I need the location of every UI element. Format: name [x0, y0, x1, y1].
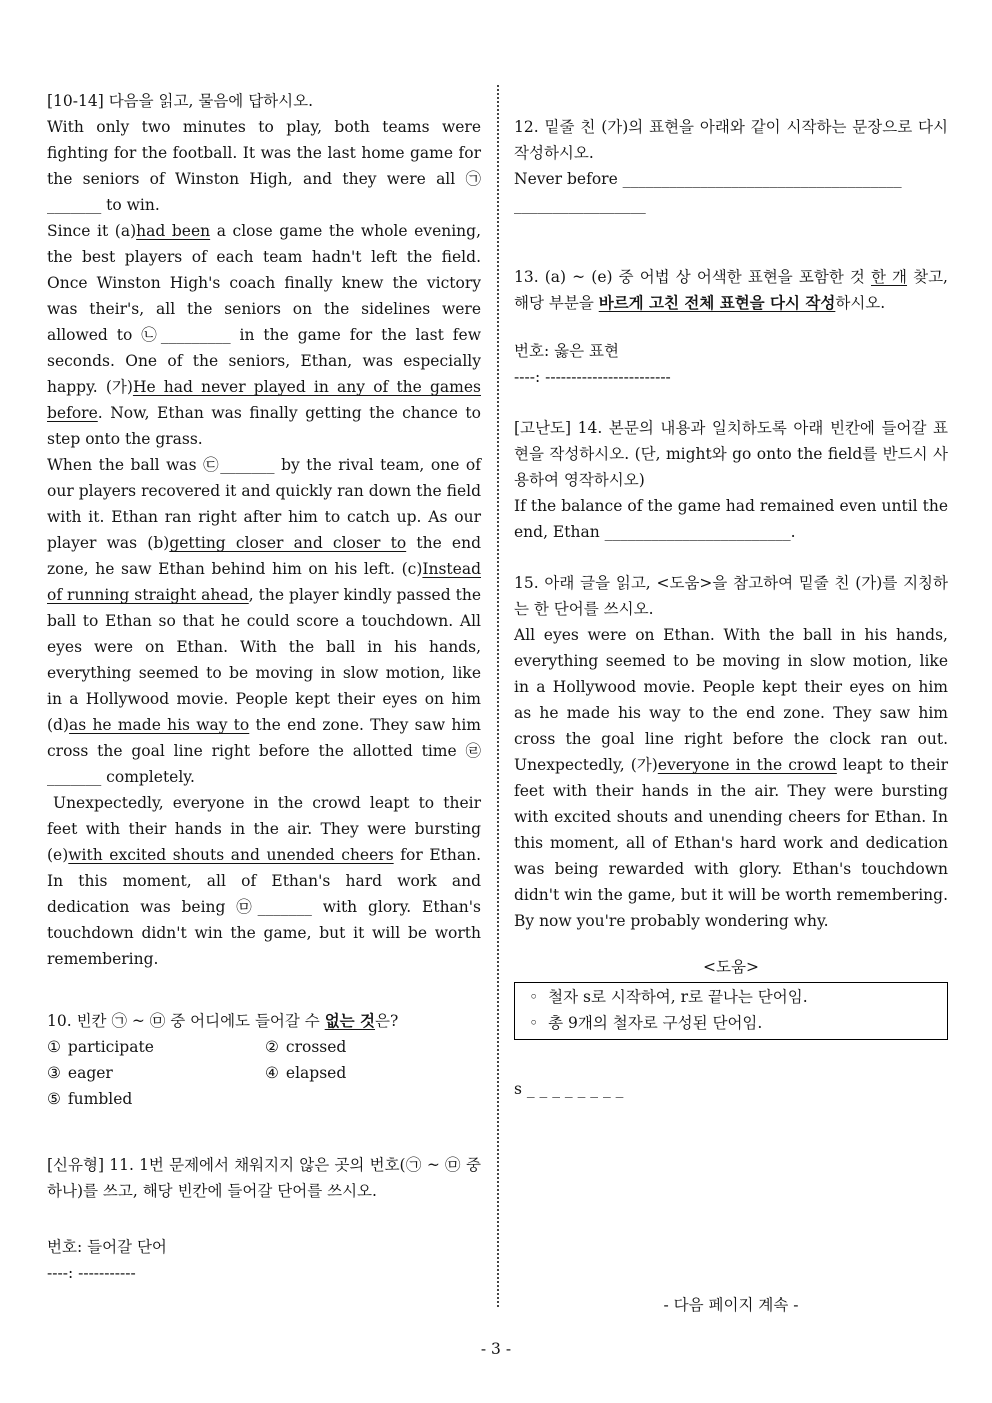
choice-4 — [265, 1060, 481, 1086]
help-item-1-text: 철자 s로 시작하여, r로 끝나는 단어임. — [548, 988, 808, 1006]
continue-next-page-note: - 다음 페이지 계속 - — [663, 1296, 799, 1314]
bullet-icon: ◦ — [529, 1014, 539, 1032]
choice-1 — [47, 1034, 265, 1060]
question-10-choices — [47, 1034, 481, 1112]
choice-4-marker: ④ — [265, 1064, 279, 1082]
question-12-answer-line-2: _________________ — [514, 196, 646, 214]
question-10-stem: 10. 빈칸 ㉠ ~ ㉤ 중 어디에도 들어갈 수 없는 것은? — [47, 1011, 399, 1030]
question-10 — [47, 1008, 481, 1112]
question-11-answer-line: ----: ----------- — [47, 1264, 136, 1282]
choice-5-label: fumbled — [67, 1090, 133, 1108]
bullet-icon: ◦ — [529, 988, 539, 1006]
question-13-stem: 13. (a) ~ (e) 중 어법 상 어색한 표현을 포함한 것 한 개 찾고, 해당 부분을 바르게 고친 전체 표현을 다시 작성하시오. — [514, 268, 948, 312]
question-15-stem: 15. 아래 글을 읽고, <도움>을 참고하여 밑줄 친 (가)를 지칭하는 한 단어를 쓰시오. — [514, 574, 948, 618]
choice-4-label: elapsed — [285, 1064, 347, 1082]
question-12-answer-line-1: Never before ____________________________________ — [514, 170, 902, 188]
help-item-2 — [523, 1010, 939, 1036]
help-item-2-text: 총 9개의 철자로 구성된 단어임. — [548, 1014, 763, 1032]
question-13-answer-block — [514, 338, 948, 390]
choice-5-marker: ⑤ — [47, 1090, 61, 1108]
question-14 — [514, 415, 948, 545]
question-13-answer-label: 번호: 옳은 표현 — [514, 342, 619, 360]
question-13-answer-line: ----: ------------------------ — [514, 368, 671, 386]
right-column — [514, 88, 948, 1102]
question-11-answer-block — [47, 1234, 481, 1286]
choice-5 — [47, 1086, 265, 1112]
passage-paragraph-3: When the ball was ㉢_______ by the rival team, one of our players recovered it and quickly ran down the field with it. Ethan ran right after him to catch up. As our player was (b)getting closer and closer to the end zone, he saw Ethan behind him on his left. (c)Instead of running straight ahead, the player kindly passed the ball to Ethan so that he could score a touchdown. All eyes were on Ethan. With the ball in his hands, everything seemed to be moving in slow motion, like in a Hollywood movie. People kept their eyes on him (d)as he made his way to the end zone. They saw him cross the goal line right before the allotted time ㉣_______ completely. — [47, 456, 481, 786]
passage-set-header: [10-14] 다음을 읽고, 물음에 답하시오. — [47, 92, 314, 110]
choice-3-marker: ③ — [47, 1064, 61, 1082]
question-11-answer-label: 번호: 들어갈 단어 — [47, 1238, 167, 1256]
question-14-fill-sentence: If the balance of the game had remained even until the end, Ethan ________________________. — [514, 497, 948, 541]
choice-2-marker: ② — [265, 1038, 279, 1056]
choice-1-label: participate — [67, 1038, 154, 1056]
choice-2 — [265, 1034, 481, 1060]
question-14-stem: [고난도] 14. 본문의 내용과 일치하도록 아래 빈칸에 들어갈 표현을 작성하시오. (단, might와 go onto the field를 반드시 사용하여 영작하시오) — [514, 419, 948, 489]
choice-1-marker: ① — [47, 1038, 61, 1056]
passage-paragraph-4: Unexpectedly, everyone in the crowd leapt to their feet with their hands in the air. They were bursting (e)with excited shouts and unended cheers for Ethan. In this moment, all of Ethan's hard work and dedication was being ㉤_______ with glory. Ethan's touchdown didn't win the game, but it will be worth remembering. — [47, 794, 481, 968]
passage-paragraph-2: Since it (a)had been a close game the whole evening, the best players of each team hadn't left the field. Once Winston High's coach finally knew the victory was their's, all the seniors on the sidelines were allowed to ㉡_________ in the game for the last few seconds. One of the seniors, Ethan, was especially happy. (가)He had never played in any of the games before. Now, Ethan was finally getting the chance to step onto the grass. — [47, 222, 482, 448]
question-15-passage: All eyes were on Ethan. With the ball in his hands, everything seemed to be moving in slow motion, like in a Hollywood movie. People kept their eyes on him as he made his way to the end zone. They saw him cross the goal line right before the clock ran out. Unexpectedly, (가)everyone in the crowd leapt to their feet with their hands in the air. They were bursting with excited shouts and unending cheers for Ethan. In this moment, all of Ethan's hard work and dedication was being rewarded with glory. Ethan's touchdown didn't win the game, but it will be worth remembering. By now you're probably wondering why. — [514, 626, 948, 930]
question-15-answer-hint: s _ _ _ _ _ _ _ _ — [514, 1080, 624, 1098]
question-11-stem: [신유형] 11. 1번 문제에서 채워지지 않은 곳의 번호(㉠ ~ ㉤ 중 하나)를 쓰고, 해당 빈칸에 들어갈 단어를 쓰시오. — [47, 1156, 481, 1200]
help-item-1 — [523, 984, 939, 1010]
question-12 — [514, 114, 948, 218]
question-13 — [514, 264, 948, 390]
question-11 — [47, 1152, 481, 1286]
choice-3-label: eager — [67, 1064, 113, 1082]
column-divider — [497, 85, 499, 1307]
left-column — [47, 88, 481, 1286]
page-number: - 3 - — [480, 1340, 512, 1358]
question-15 — [514, 570, 948, 1102]
help-box — [514, 982, 948, 1040]
passage-paragraph-1: With only two minutes to play, both teams were fighting for the football. It was the last home game for the seniors of Winston High, and they were all ㉠_______ to win. — [47, 118, 481, 214]
help-box-title: <도움> — [703, 958, 759, 976]
question-12-stem: 12. 밑줄 친 (가)의 표현을 아래와 같이 시작하는 문장으로 다시 작성하시오. — [514, 118, 948, 162]
choice-2-label: crossed — [285, 1038, 347, 1056]
choice-3 — [47, 1060, 265, 1086]
